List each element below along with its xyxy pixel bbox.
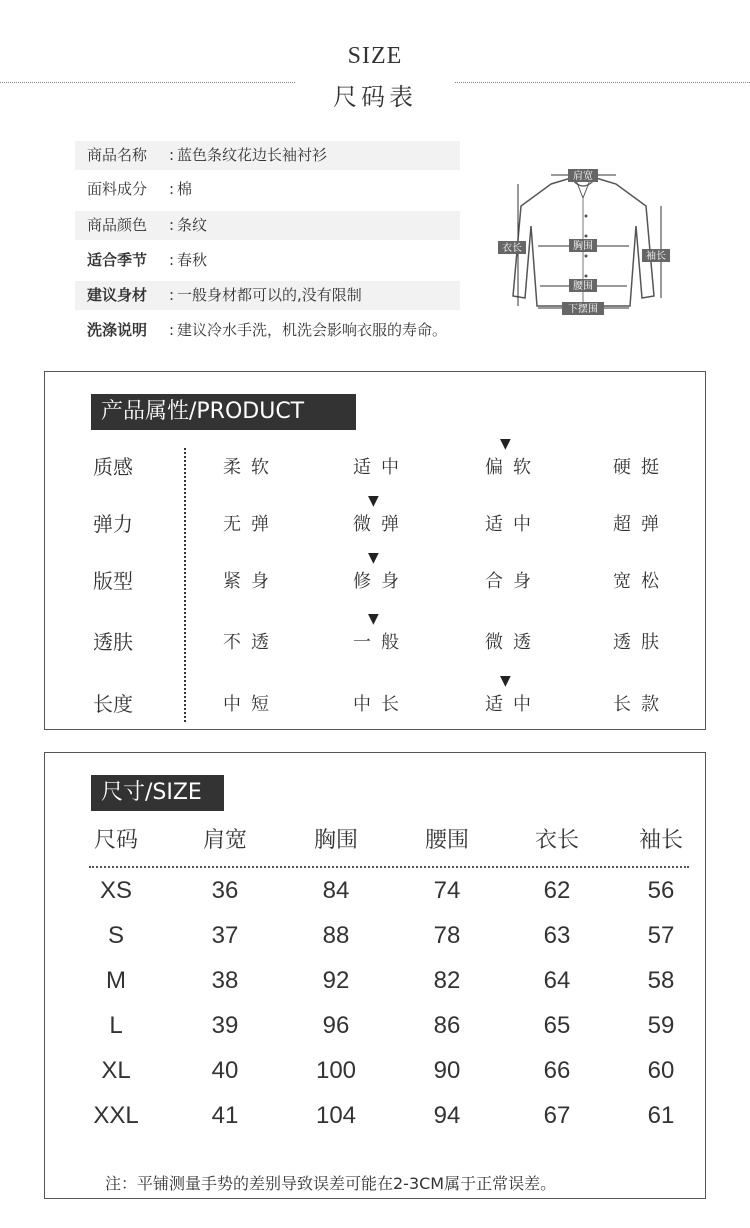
attribute-label: 长度 — [93, 692, 133, 716]
size-table-cell: 96 — [322, 1012, 350, 1039]
size-column-header: 袖长 — [638, 828, 683, 853]
attribute-label: 弹力 — [93, 512, 133, 536]
product-info-colon: : — [169, 321, 175, 339]
selected-marker-icon: ▼ — [500, 673, 511, 689]
size-table-title: 尺寸/SIZE — [91, 775, 224, 811]
attribute-option: 宽松 — [613, 571, 669, 592]
size-column-header: 衣长 — [534, 828, 579, 853]
product-info-row — [75, 281, 460, 310]
size-table-cell: 66 — [543, 1057, 571, 1084]
size-table-cell: 36 — [211, 877, 239, 904]
size-table-cell: XXL — [93, 1102, 139, 1129]
product-info-colon: : — [169, 180, 175, 198]
size-table-cell: 104 — [315, 1102, 357, 1129]
product-info-row — [75, 246, 460, 275]
attribute-option: 无弹 — [223, 514, 279, 535]
selected-marker-icon: ▼ — [368, 611, 379, 627]
product-info-row — [75, 175, 460, 204]
size-table-cell: 59 — [647, 1012, 675, 1039]
attribute-option: 一般 — [353, 632, 409, 653]
size-table-cell: 39 — [211, 1012, 239, 1039]
size-table-cell: L — [109, 1012, 123, 1039]
product-info-colon: : — [169, 286, 175, 304]
attribute-option: 适中 — [353, 457, 409, 478]
size-table-cell: 40 — [211, 1057, 239, 1084]
size-table-cell: 74 — [433, 877, 461, 904]
product-info-label: 建议身材 — [87, 286, 148, 304]
diagram-label-waist: 腰围 — [573, 281, 593, 292]
page-title-zh: 尺码表 — [333, 83, 417, 111]
product-info-colon: : — [169, 146, 175, 164]
size-table-cell: 63 — [543, 922, 571, 949]
size-table-cell: 67 — [543, 1102, 571, 1129]
size-table-cell: 62 — [543, 877, 571, 904]
size-column-header: 腰围 — [424, 828, 469, 853]
size-table-cell: M — [106, 967, 126, 994]
size-note: 注：平铺测量手势的差别导致误差可能在2-3CM属于正常误差。 — [105, 1174, 557, 1193]
size-table-cell: 37 — [211, 922, 239, 949]
product-info-value: 一般身材都可以的,没有限制 — [177, 286, 362, 304]
size-table-cell: 58 — [647, 967, 675, 994]
attribute-option: 中长 — [353, 694, 409, 715]
product-info-row — [75, 211, 460, 240]
selected-marker-icon: ▼ — [500, 436, 511, 452]
product-info-colon: : — [169, 216, 175, 234]
size-table-cell: 100 — [315, 1057, 357, 1084]
size-table-cell: 65 — [543, 1012, 571, 1039]
product-info-colon: : — [169, 251, 175, 269]
page-title-en: SIZE — [347, 43, 403, 69]
attribute-option: 透肤 — [613, 632, 669, 653]
size-table-cell: 64 — [543, 967, 571, 994]
attribute-option: 硬挺 — [613, 457, 669, 478]
size-table-cell: 61 — [647, 1102, 675, 1129]
attribute-option: 适中 — [485, 694, 541, 715]
product-attributes-title: 产品属性/PRODUCT — [91, 394, 356, 430]
product-info-value: 棉 — [177, 180, 193, 198]
diagram-label-shoulder: 肩宽 — [573, 171, 593, 182]
size-table-cell: 56 — [647, 877, 675, 904]
size-table-cell: 57 — [647, 922, 675, 949]
size-table-cell: XS — [99, 877, 132, 904]
product-info-row — [75, 141, 460, 170]
attribute-label: 版型 — [93, 569, 133, 593]
size-column-header: 胸围 — [313, 828, 358, 853]
size-table-cell: 78 — [433, 922, 461, 949]
attribute-option: 适中 — [485, 514, 541, 535]
product-info-value: 春秋 — [177, 251, 208, 269]
attribute-option: 中短 — [223, 694, 279, 715]
size-table-cell: 41 — [211, 1102, 239, 1129]
size-table-cell: 92 — [322, 967, 350, 994]
product-info-label: 洗涤说明 — [87, 321, 148, 339]
attribute-option: 微弹 — [353, 514, 409, 535]
size-table-cell: 38 — [211, 967, 239, 994]
product-info-value: 建议冷水手洗，机洗会影响衣服的寿命。 — [177, 321, 448, 339]
product-info-value: 蓝色条纹花边长袖衬衫 — [177, 146, 328, 164]
product-info-label: 面料成分 — [87, 180, 148, 198]
product-info-label: 商品名称 — [87, 146, 148, 164]
product-info-label: 商品颜色 — [87, 216, 148, 234]
selected-marker-icon: ▼ — [368, 493, 379, 509]
product-info-label: 适合季节 — [87, 251, 148, 269]
attribute-option: 柔软 — [223, 457, 279, 478]
size-table-cell: 86 — [433, 1012, 461, 1039]
attribute-option: 紧身 — [223, 571, 279, 592]
diagram-label-sleeve: 袖长 — [646, 251, 666, 262]
size-table-panel — [44, 752, 706, 1199]
attribute-option: 修身 — [353, 571, 409, 592]
diagram-label-length: 衣长 — [502, 243, 522, 254]
size-table-cell: 60 — [647, 1057, 675, 1084]
attribute-option: 不透 — [223, 632, 279, 653]
size-table-cell: S — [107, 922, 124, 949]
attribute-label: 质感 — [93, 455, 133, 479]
attribute-option: 微透 — [485, 632, 541, 653]
size-table-cell: XL — [101, 1057, 131, 1084]
attribute-option: 长款 — [613, 694, 669, 715]
attribute-label: 透肤 — [93, 630, 133, 654]
size-table-divider — [89, 866, 689, 868]
shirt-measurement-diagram — [496, 166, 671, 318]
selected-marker-icon: ▼ — [368, 550, 379, 566]
size-table-cell: 94 — [433, 1102, 461, 1129]
product-attributes-panel — [44, 371, 706, 730]
attribute-option: 超弹 — [613, 514, 669, 535]
product-info-row — [75, 316, 495, 345]
attribute-option: 合身 — [485, 571, 541, 592]
size-column-header: 尺码 — [93, 828, 138, 853]
attribute-option: 偏软 — [485, 457, 541, 478]
size-table-cell: 90 — [433, 1057, 461, 1084]
size-table-cell: 88 — [322, 922, 350, 949]
product-info-value: 条纹 — [177, 216, 208, 234]
attributes-divider — [184, 448, 186, 722]
diagram-label-chest: 胸围 — [573, 241, 593, 252]
size-table-cell: 84 — [322, 877, 350, 904]
size-column-header: 肩宽 — [202, 828, 247, 853]
diagram-label-hem: 下摆围 — [568, 304, 598, 315]
size-table-cell: 82 — [433, 967, 461, 994]
